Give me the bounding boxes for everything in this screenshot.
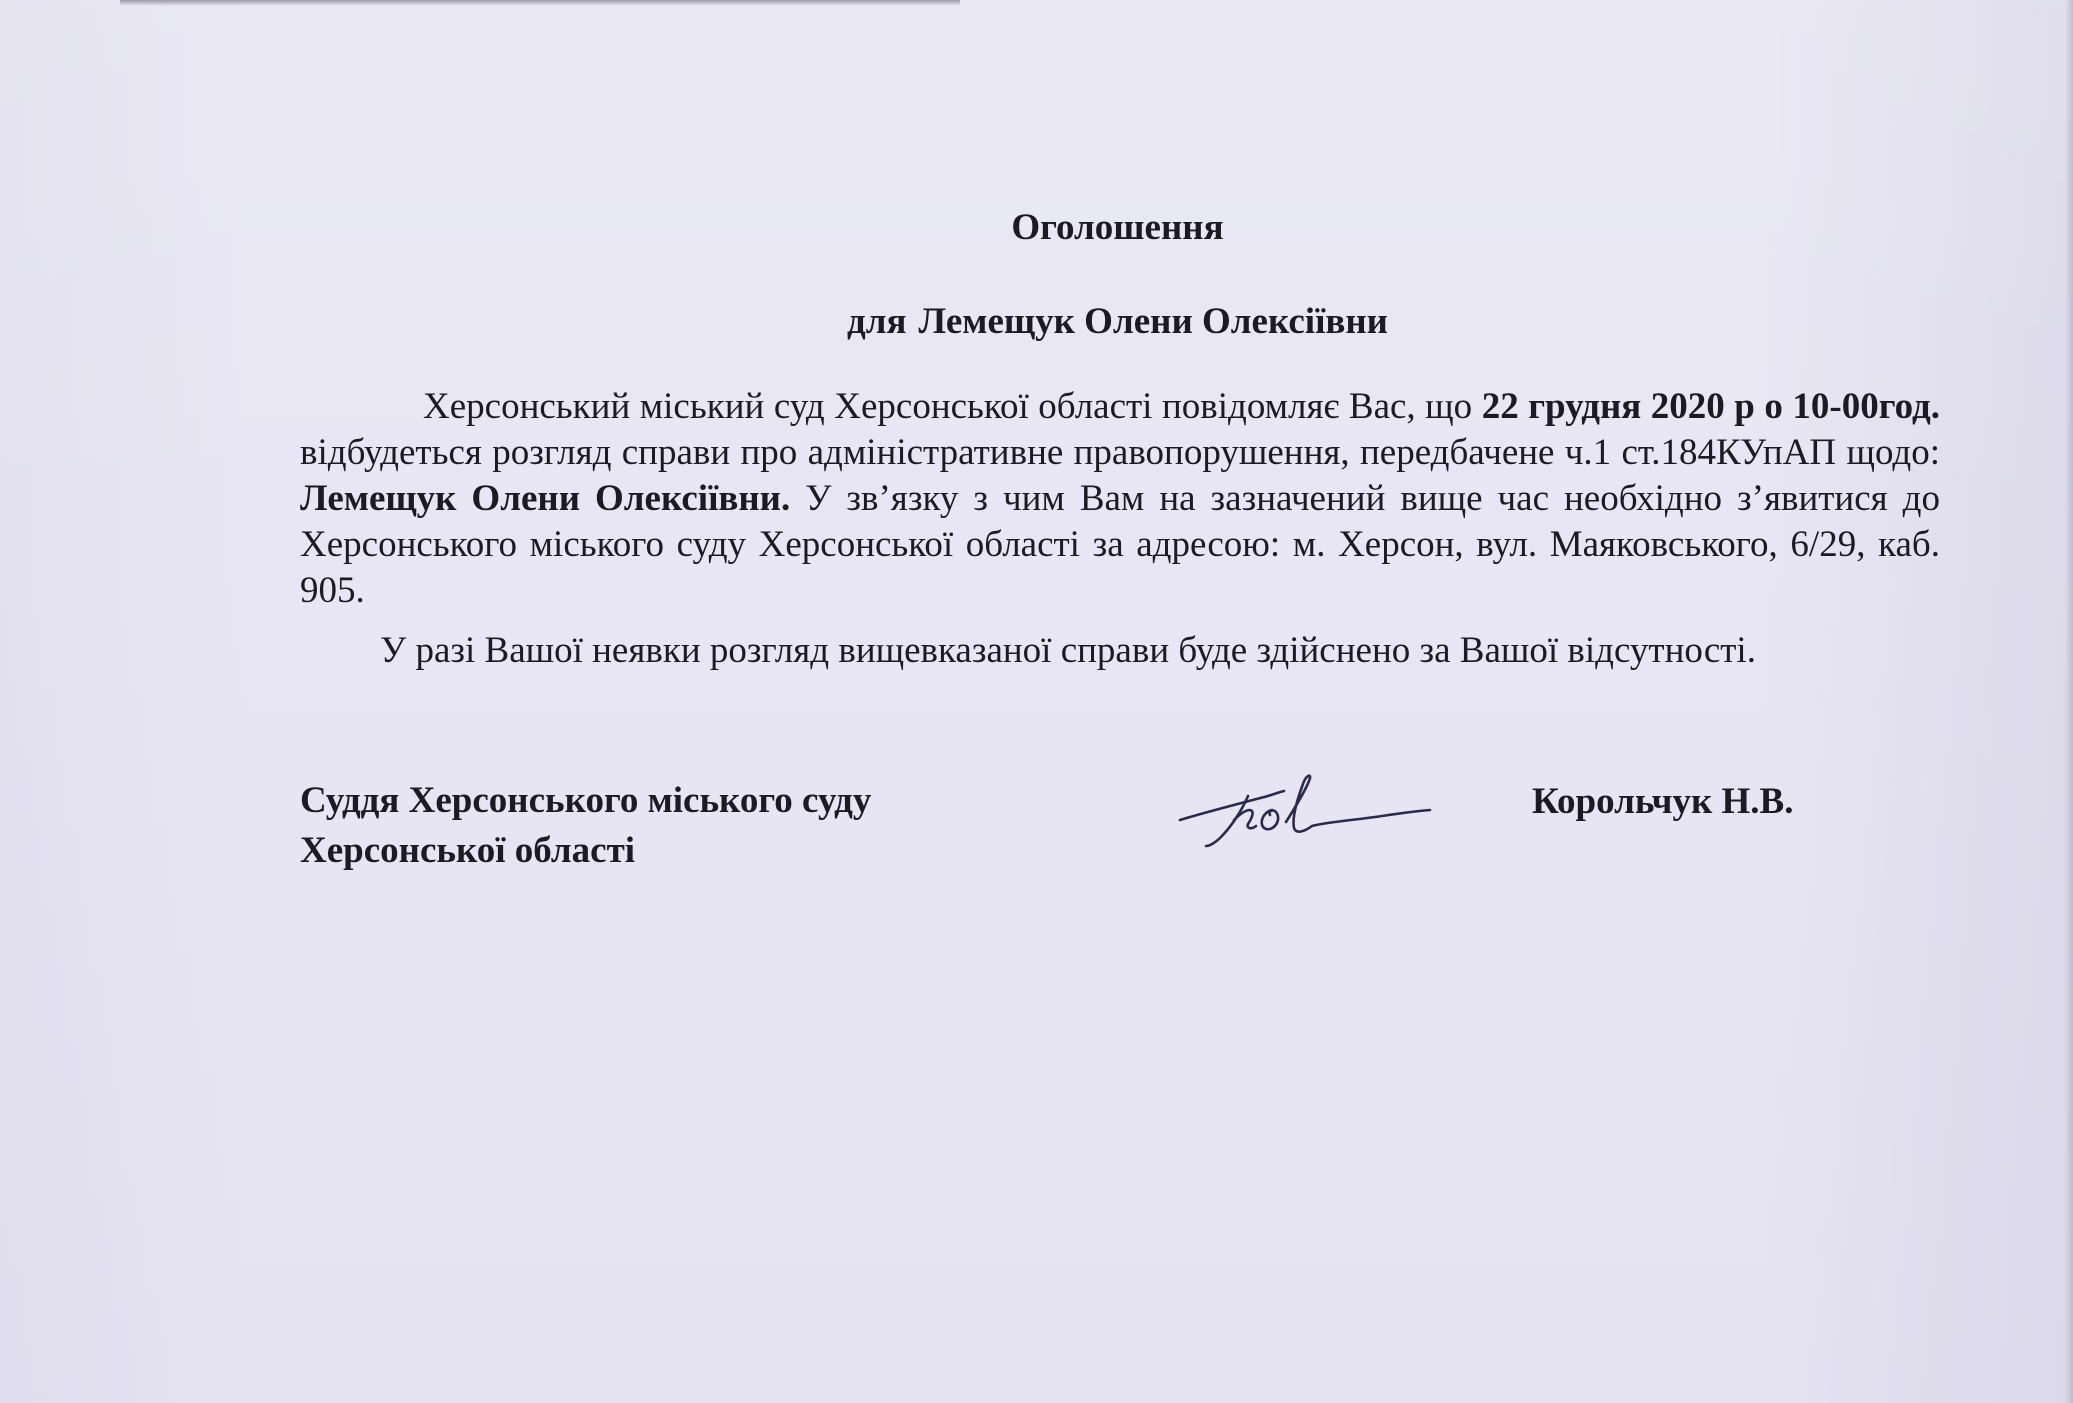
addressee-name: Лемещук Олени Олексіївни xyxy=(918,301,1388,342)
absence-paragraph: У разі Вашої неявки розгляд вищевказаної справи буде здійснено за Вашої відсутності. xyxy=(380,630,1756,671)
handwritten-signature xyxy=(1176,766,1436,862)
signer-name: Корольчук Н.В. xyxy=(1532,781,1794,822)
judge-position xyxy=(300,776,871,876)
addressee-line xyxy=(81,300,2073,344)
notice-intro: Херсонський міський суд Херсонської області повідомляє Вас, що xyxy=(423,386,1482,427)
notice-paragraph xyxy=(300,384,1940,614)
judge-position-line1: Суддя Херсонського міського суду xyxy=(300,780,872,821)
hearing-date: 22 грудня 2020 р о 10-00год. xyxy=(1481,386,1940,427)
document-title: Оголошення xyxy=(1011,207,1224,248)
defendant-name: Лемещук Олени Олексіївни. xyxy=(300,478,791,519)
notice-middle: відбудеться розгляд справи про адміністративне правопорушення, передбачене ч.1 ст.184КУпАП щодо: xyxy=(300,432,1940,473)
judge-position-line2: Херсонської області xyxy=(300,830,636,871)
notice-end: У зв’язку з чим Вам на зазначений вище час необхідно з’явитися до Херсонського міського суду Херсонської області за адресою: м. Херсон, вул. Маяковського, 6/29, каб. 905. xyxy=(300,478,1940,611)
addressee-prefix: для xyxy=(847,301,907,342)
paper-top-edge xyxy=(120,0,960,6)
